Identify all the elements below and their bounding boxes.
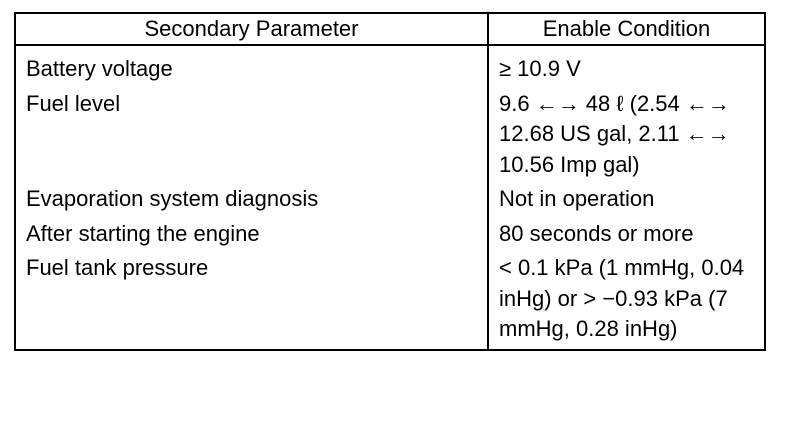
condition-cell: 80 seconds or more [499, 220, 694, 246]
table-header-row [15, 13, 765, 45]
table-row [15, 85, 765, 181]
table-row [15, 45, 765, 85]
condition-cell: < 0.1 kPa (1 mmHg, 0.04 inHg) or > −0.93 kPa (7 mmHg, 0.28 inHg) [499, 255, 745, 341]
table-row [15, 180, 765, 215]
condition-cell: ≥ 10.9 V [499, 56, 581, 81]
parameter-cell: Fuel tank pressure [15, 249, 488, 350]
parameter-cell: Fuel level [15, 85, 488, 181]
table-row [15, 215, 765, 250]
parameter-cell: Evaporation system diagnosis [15, 180, 488, 215]
condition-cell: 9.6 ←→ 48 ℓ (2.54 ←→ 12.68 US gal, 2.11 ←→ 10.56 Imp gal) [499, 90, 730, 177]
condition-cell: Not in operation [499, 186, 655, 211]
parameter-cell: After starting the engine [15, 215, 488, 250]
header-enable-condition: Enable Condition [488, 13, 765, 45]
parameter-cell: Battery voltage [15, 45, 488, 85]
enable-condition-table [14, 12, 766, 351]
table-row [15, 249, 765, 350]
header-secondary-parameter: Secondary Parameter [15, 13, 488, 45]
